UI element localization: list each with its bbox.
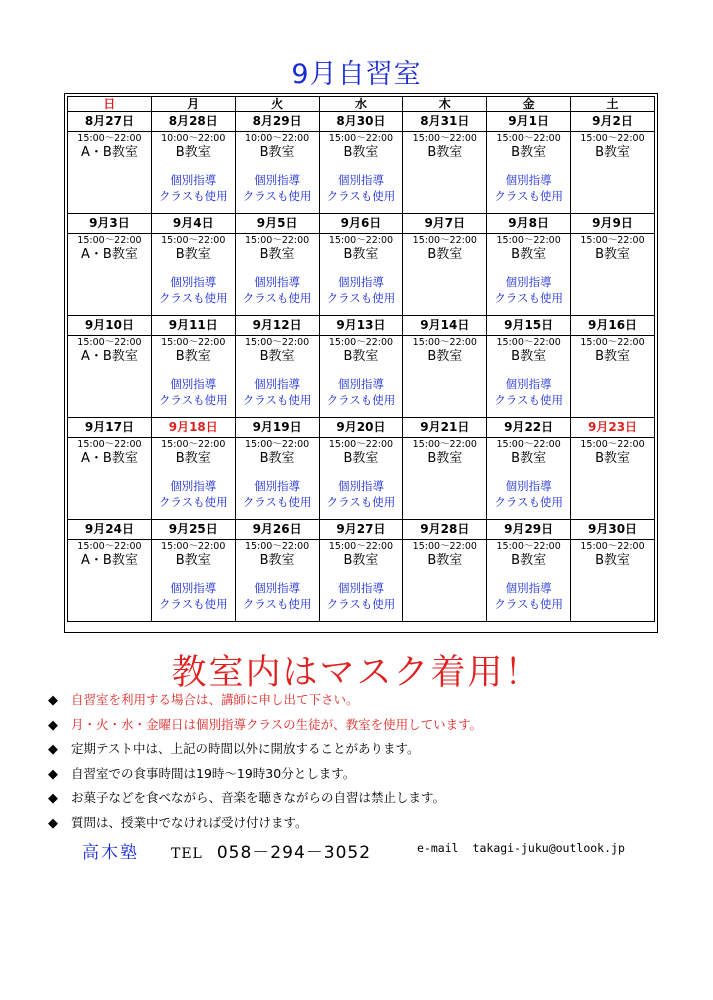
info-row bbox=[68, 540, 655, 622]
date-row bbox=[68, 214, 655, 234]
room-name: A・B教室 bbox=[81, 247, 138, 262]
room-name: B教室 bbox=[343, 553, 379, 568]
day-info-cell bbox=[403, 234, 487, 316]
date-cell: 9月11日 bbox=[151, 316, 235, 336]
rule-item bbox=[48, 762, 482, 787]
day-info-cell bbox=[68, 438, 152, 520]
open-hours: 15:00～22:00 bbox=[328, 541, 394, 552]
shared-class-note: 個別指導 クラスも使用 bbox=[158, 173, 228, 203]
room-name: B教室 bbox=[175, 145, 211, 160]
diamond-bullet-icon: ◆ bbox=[48, 766, 58, 782]
shared-class-note: 個別指導 クラスも使用 bbox=[158, 479, 228, 509]
shared-class-note: 個別指導 クラスも使用 bbox=[242, 377, 312, 407]
date-cell: 9月21日 bbox=[403, 418, 487, 438]
rule-text: 質問は、授業中でなければ受け付けます。 bbox=[71, 814, 308, 830]
open-hours: 15:00～22:00 bbox=[580, 133, 645, 144]
room-name: B教室 bbox=[259, 451, 295, 466]
shared-class-note: 個別指導 クラスも使用 bbox=[242, 581, 312, 611]
open-hours: 15:00～22:00 bbox=[496, 439, 561, 450]
diamond-bullet-icon: ◆ bbox=[48, 693, 58, 708]
date-cell: 9月5日 bbox=[235, 214, 319, 234]
shared-class-note: 個別指導 クラスも使用 bbox=[326, 377, 396, 407]
open-hours: 15:00～22:00 bbox=[412, 541, 477, 552]
day-info-cell bbox=[68, 336, 152, 418]
room-name: B教室 bbox=[595, 451, 630, 466]
date-cell: 8月31日 bbox=[403, 112, 487, 132]
date-cell: 9月23日 bbox=[571, 418, 655, 438]
date-cell: 8月29日 bbox=[235, 112, 319, 132]
weekday-fri: 金 bbox=[487, 97, 571, 112]
open-hours: 15:00～22:00 bbox=[328, 133, 394, 144]
room-name: B教室 bbox=[595, 145, 630, 160]
day-info-cell bbox=[235, 234, 319, 316]
shared-class-note: 個別指導 クラスも使用 bbox=[158, 377, 228, 407]
room-name: B教室 bbox=[343, 145, 379, 160]
day-info-cell bbox=[571, 132, 655, 214]
open-hours: 15:00～22:00 bbox=[244, 337, 310, 348]
room-name: B教室 bbox=[595, 553, 630, 568]
day-info-cell bbox=[319, 132, 403, 214]
date-cell: 9月10日 bbox=[68, 316, 152, 336]
weekday-wed: 水 bbox=[319, 97, 403, 112]
room-name: B教室 bbox=[343, 451, 379, 466]
open-hours: 15:00～22:00 bbox=[412, 439, 477, 450]
date-cell: 9月8日 bbox=[487, 214, 571, 234]
open-hours: 15:00～22:00 bbox=[328, 337, 394, 348]
room-name: B教室 bbox=[595, 247, 630, 262]
rule-text: 月・火・水・金曜日は個別指導クラスの生徒が、教室を使用しています。 bbox=[71, 716, 483, 732]
weekday-sat: 土 bbox=[571, 97, 655, 112]
open-hours: 15:00～22:00 bbox=[580, 541, 645, 552]
day-info-cell bbox=[571, 540, 655, 622]
shared-class-note: 個別指導 クラスも使用 bbox=[494, 581, 563, 611]
room-name: B教室 bbox=[343, 349, 379, 364]
date-cell: 9月15日 bbox=[487, 316, 571, 336]
date-row bbox=[68, 418, 655, 438]
open-hours: 15:00～22:00 bbox=[77, 133, 142, 144]
date-cell: 9月6日 bbox=[319, 214, 403, 234]
day-info-cell bbox=[487, 540, 571, 622]
date-cell: 9月3日 bbox=[68, 214, 152, 234]
rule-item bbox=[48, 737, 482, 762]
date-cell: 9月16日 bbox=[571, 316, 655, 336]
date-cell: 9月13日 bbox=[319, 316, 403, 336]
day-info-cell bbox=[68, 132, 152, 214]
room-name: B教室 bbox=[427, 145, 463, 160]
day-info-cell bbox=[319, 234, 403, 316]
diamond-bullet-icon: ◆ bbox=[48, 742, 58, 758]
rules-list bbox=[48, 688, 482, 836]
day-info-cell bbox=[151, 132, 235, 214]
day-info-cell bbox=[571, 234, 655, 316]
room-name: B教室 bbox=[175, 451, 211, 466]
date-cell: 9月4日 bbox=[151, 214, 235, 234]
day-info-cell bbox=[319, 438, 403, 520]
room-name: B教室 bbox=[511, 553, 547, 568]
shared-class-note: 個別指導 クラスも使用 bbox=[326, 173, 396, 203]
calendar-frame bbox=[64, 93, 658, 633]
open-hours: 15:00～22:00 bbox=[77, 541, 142, 552]
open-hours: 15:00～22:00 bbox=[412, 337, 477, 348]
open-hours: 15:00～22:00 bbox=[161, 337, 226, 348]
day-info-cell bbox=[487, 336, 571, 418]
room-name: A・B教室 bbox=[81, 451, 138, 466]
room-name: B教室 bbox=[175, 349, 211, 364]
open-hours: 10:00～22:00 bbox=[244, 133, 310, 144]
date-cell: 9月19日 bbox=[235, 418, 319, 438]
shared-class-note: 個別指導 クラスも使用 bbox=[326, 479, 396, 509]
open-hours: 15:00～22:00 bbox=[244, 439, 310, 450]
room-name: B教室 bbox=[511, 451, 547, 466]
date-cell: 9月24日 bbox=[68, 520, 152, 540]
date-cell: 9月1日 bbox=[487, 112, 571, 132]
rule-text: 自習室での食事時間は19時～19時30分とします。 bbox=[71, 765, 356, 781]
rule-item bbox=[48, 786, 482, 811]
rule-item bbox=[48, 688, 482, 713]
date-cell: 9月2日 bbox=[571, 112, 655, 132]
weekday-thu: 木 bbox=[403, 97, 487, 112]
mask-notice: 教室内はマスク着用！ bbox=[171, 653, 542, 693]
calendar-table bbox=[67, 96, 655, 622]
weekday-header-row bbox=[68, 97, 655, 112]
weekday-tue: 火 bbox=[235, 97, 319, 112]
open-hours: 15:00～22:00 bbox=[77, 235, 142, 246]
date-cell: 9月26日 bbox=[235, 520, 319, 540]
info-row bbox=[68, 234, 655, 316]
day-info-cell bbox=[235, 438, 319, 520]
email-label: e-mail bbox=[417, 841, 459, 855]
date-cell: 9月20日 bbox=[319, 418, 403, 438]
date-cell: 9月25日 bbox=[151, 520, 235, 540]
room-name: A・B教室 bbox=[81, 145, 138, 160]
rule-item bbox=[48, 713, 482, 738]
open-hours: 15:00～22:00 bbox=[161, 439, 226, 450]
date-cell: 9月14日 bbox=[403, 316, 487, 336]
shared-class-note: 個別指導 クラスも使用 bbox=[158, 581, 228, 611]
open-hours: 15:00～22:00 bbox=[328, 235, 394, 246]
footer bbox=[0, 838, 713, 864]
day-info-cell bbox=[151, 336, 235, 418]
date-cell: 8月30日 bbox=[319, 112, 403, 132]
date-cell: 8月28日 bbox=[151, 112, 235, 132]
day-info-cell bbox=[571, 438, 655, 520]
day-info-cell bbox=[487, 438, 571, 520]
rule-item bbox=[48, 811, 482, 836]
date-cell: 9月9日 bbox=[571, 214, 655, 234]
shared-class-note: 個別指導 クラスも使用 bbox=[158, 275, 228, 305]
weekday-mon: 月 bbox=[151, 97, 235, 112]
open-hours: 15:00～22:00 bbox=[328, 439, 394, 450]
open-hours: 15:00～22:00 bbox=[244, 235, 310, 246]
day-info-cell bbox=[571, 336, 655, 418]
date-cell: 9月29日 bbox=[487, 520, 571, 540]
open-hours: 15:00～22:00 bbox=[496, 133, 561, 144]
shared-class-note: 個別指導 クラスも使用 bbox=[326, 581, 396, 611]
room-name: B教室 bbox=[427, 247, 463, 262]
date-cell: 8月27日 bbox=[68, 112, 152, 132]
open-hours: 15:00～22:00 bbox=[496, 541, 561, 552]
rule-text: 自習室を利用する場合は、講師に申し出て下さい。 bbox=[71, 692, 359, 707]
date-cell: 9月27日 bbox=[319, 520, 403, 540]
diamond-bullet-icon: ◆ bbox=[48, 791, 58, 807]
open-hours: 15:00～22:00 bbox=[244, 541, 310, 552]
date-row bbox=[68, 520, 655, 540]
email bbox=[417, 841, 625, 855]
phone bbox=[171, 838, 371, 863]
day-info-cell bbox=[403, 540, 487, 622]
shared-class-note: 個別指導 クラスも使用 bbox=[494, 173, 563, 203]
day-info-cell bbox=[319, 336, 403, 418]
tel-number: 058－294－3052 bbox=[216, 843, 372, 863]
weekday-sun: 日 bbox=[68, 97, 152, 112]
date-cell: 9月7日 bbox=[403, 214, 487, 234]
day-info-cell bbox=[151, 234, 235, 316]
date-cell: 9月12日 bbox=[235, 316, 319, 336]
day-info-cell bbox=[403, 132, 487, 214]
room-name: B教室 bbox=[175, 553, 211, 568]
open-hours: 15:00～22:00 bbox=[496, 337, 561, 348]
shared-class-note: 個別指導 クラスも使用 bbox=[326, 275, 396, 305]
room-name: B教室 bbox=[427, 553, 463, 568]
day-info-cell bbox=[403, 438, 487, 520]
date-cell: 9月28日 bbox=[403, 520, 487, 540]
day-info-cell bbox=[487, 132, 571, 214]
rule-text: 定期テスト中は、上記の時間以外に開放することがあります。 bbox=[71, 741, 420, 757]
open-hours: 15:00～22:00 bbox=[412, 235, 477, 246]
room-name: B教室 bbox=[259, 553, 295, 568]
date-cell: 9月18日 bbox=[151, 418, 235, 438]
shared-class-note: 個別指導 クラスも使用 bbox=[242, 173, 312, 203]
room-name: B教室 bbox=[511, 247, 547, 262]
room-name: B教室 bbox=[511, 349, 547, 364]
room-name: B教室 bbox=[427, 451, 463, 466]
date-cell: 9月22日 bbox=[487, 418, 571, 438]
info-row bbox=[68, 336, 655, 418]
room-name: B教室 bbox=[427, 349, 463, 364]
day-info-cell bbox=[403, 336, 487, 418]
room-name: A・B教室 bbox=[81, 349, 138, 364]
day-info-cell bbox=[151, 438, 235, 520]
room-name: B教室 bbox=[175, 247, 211, 262]
day-info-cell bbox=[235, 336, 319, 418]
day-info-cell bbox=[487, 234, 571, 316]
open-hours: 15:00～22:00 bbox=[77, 439, 142, 450]
tel-label: TEL bbox=[171, 846, 203, 862]
room-name: B教室 bbox=[343, 247, 379, 262]
email-address[interactable]: takagi-juku@outlook.jp bbox=[472, 841, 625, 855]
day-info-cell bbox=[319, 540, 403, 622]
shared-class-note: 個別指導 クラスも使用 bbox=[242, 479, 312, 509]
day-info-cell bbox=[68, 540, 152, 622]
open-hours: 15:00～22:00 bbox=[412, 133, 477, 144]
info-row bbox=[68, 438, 655, 520]
room-name: B教室 bbox=[259, 247, 295, 262]
date-cell: 9月30日 bbox=[571, 520, 655, 540]
day-info-cell bbox=[235, 132, 319, 214]
open-hours: 15:00～22:00 bbox=[496, 235, 561, 246]
info-row bbox=[68, 132, 655, 214]
date-row bbox=[68, 112, 655, 132]
open-hours: 15:00～22:00 bbox=[580, 337, 645, 348]
school-name: 高木塾 bbox=[82, 843, 139, 863]
open-hours: 15:00～22:00 bbox=[580, 235, 645, 246]
open-hours: 15:00～22:00 bbox=[161, 541, 226, 552]
shared-class-note: 個別指導 クラスも使用 bbox=[494, 377, 563, 407]
room-name: B教室 bbox=[511, 145, 547, 160]
open-hours: 15:00～22:00 bbox=[161, 235, 226, 246]
diamond-bullet-icon: ◆ bbox=[48, 815, 58, 831]
open-hours: 15:00～22:00 bbox=[77, 337, 142, 348]
room-name: B教室 bbox=[595, 349, 630, 364]
date-row bbox=[68, 316, 655, 336]
room-name: B教室 bbox=[259, 145, 295, 160]
shared-class-note: 個別指導 クラスも使用 bbox=[242, 275, 312, 305]
diamond-bullet-icon: ◆ bbox=[48, 717, 58, 733]
day-info-cell bbox=[235, 540, 319, 622]
shared-class-note: 個別指導 クラスも使用 bbox=[494, 275, 563, 305]
rule-text: お菓子などを食べながら、音楽を聴きながらの自習は禁止します。 bbox=[71, 790, 446, 806]
day-info-cell bbox=[68, 234, 152, 316]
room-name: A・B教室 bbox=[81, 553, 138, 568]
calendar-body bbox=[68, 112, 655, 622]
room-name: B教室 bbox=[259, 349, 295, 364]
open-hours: 10:00～22:00 bbox=[161, 133, 226, 144]
day-info-cell bbox=[151, 540, 235, 622]
shared-class-note: 個別指導 クラスも使用 bbox=[494, 479, 563, 509]
date-cell: 9月17日 bbox=[68, 418, 152, 438]
open-hours: 15:00～22:00 bbox=[580, 439, 645, 450]
page-title: 9月自習室 bbox=[291, 59, 422, 90]
